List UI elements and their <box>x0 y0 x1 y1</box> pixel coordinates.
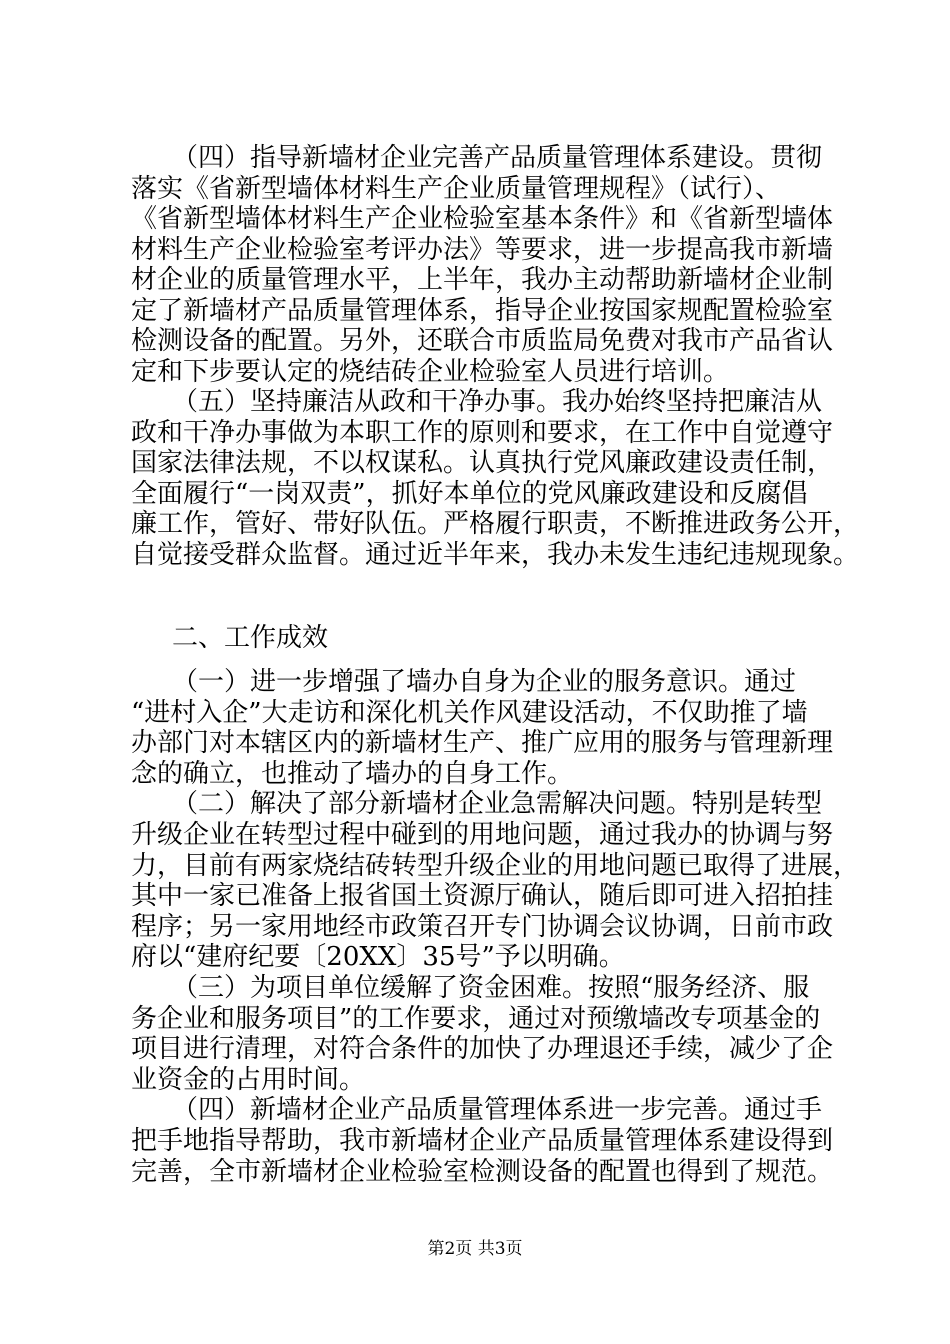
text-line: 国家法律法规，不以权谋私。认真执行党风廉政建设责任制， <box>131 448 834 478</box>
text-line: 府以“建府纪要〔20XX〕35号”予以明确。 <box>131 942 625 973</box>
text-line: 项目进行清理，对符合条件的加快了办理退还手续，减少了企 <box>131 1034 834 1065</box>
text-line: 念的确立，也推动了墙办的自身工作。 <box>131 758 574 789</box>
text-line: 完善，全市新墙材企业检验室检测设备的配置也得到了规范。 <box>131 1156 834 1187</box>
text-line: 把手地指导帮助，我市新墙材企业产品质量管理体系建设得到 <box>131 1126 834 1156</box>
text-line: 《省新型墙体材料生产企业检验室基本条件》和《省新型墙体 <box>131 204 834 234</box>
text-line: （一）进一步增强了墙办自身为企业的服务意识。通过 <box>172 667 797 697</box>
text-line: 全面履行“一岗双责”，抓好本单位的党风廉政建设和反腐倡 <box>131 478 808 509</box>
text-line: 业资金的占用时间。 <box>131 1064 366 1095</box>
text-line: 力，目前有两家烧结砖转型升级企业的用地问题已取得了进展， <box>131 850 860 881</box>
text-line: 材料生产企业检验室考评办法》等要求，进一步提高我市新墙 <box>131 234 834 265</box>
text-line: （三）为项目单位缓解了资金困难。按照“服务经济、服 <box>172 973 810 1003</box>
text-line: （四）指导新墙材企业完善产品质量管理体系建设。贯彻 <box>172 143 823 173</box>
text-line: （四）新墙材企业产品质量管理体系进一步完善。通过手 <box>172 1095 823 1126</box>
text-line: 办部门对本辖区内的新墙材生产、推广应用的服务与管理新理 <box>131 728 834 759</box>
text-line: 检测设备的配置。另外，还联合市质监局免费对我市产品省认 <box>131 326 834 356</box>
text-line: 定了新墙材产品质量管理体系，指导企业按国家规配置检验室 <box>131 295 834 326</box>
text-line: （五）坚持廉洁从政和干净办事。我办始终坚持把廉洁从 <box>172 387 823 417</box>
page-number-footer: 第2页 共3页 <box>427 1239 523 1259</box>
text-line: 政和干净办事做为本职工作的原则和要求，在工作中自觉遵守 <box>131 417 834 448</box>
text-line: 升级企业在转型过程中碰到的用地问题，通过我办的协调与努 <box>131 820 834 850</box>
text-line: 程序；另一家用地经市政策召开专门协调会议协调，日前市政 <box>131 911 834 942</box>
text-line: 落实《省新型墙体材料生产企业质量管理规程》（试行）、 <box>131 173 782 204</box>
text-line: 廉工作，管好、带好队伍。严格履行职责，不断推进政务公开， <box>131 509 860 539</box>
text-line: 材企业的质量管理水平，上半年，我办主动帮助新墙材企业制 <box>131 265 834 295</box>
text-line: 自觉接受群众监督。通过近半年来，我办未发生违纪违规现象。 <box>131 539 860 570</box>
text-line: “进村入企”大走访和深化机关作风建设活动，不仅助推了墙 <box>131 697 808 728</box>
text-line: 务企业和服务项目”的工作要求，通过对预缴墙改专项基金的 <box>131 1003 821 1034</box>
text-line: 定和下步要认定的烧结砖企业检验室人员进行培训。 <box>131 356 730 387</box>
text-line: （二）解决了部分新墙材企业急需解决问题。特别是转型 <box>172 789 823 820</box>
section-heading: 二、工作成效 <box>172 623 329 653</box>
text-line: 其中一家已准备上报省国土资源厅确认，随后即可进入招拍挂 <box>131 881 834 912</box>
